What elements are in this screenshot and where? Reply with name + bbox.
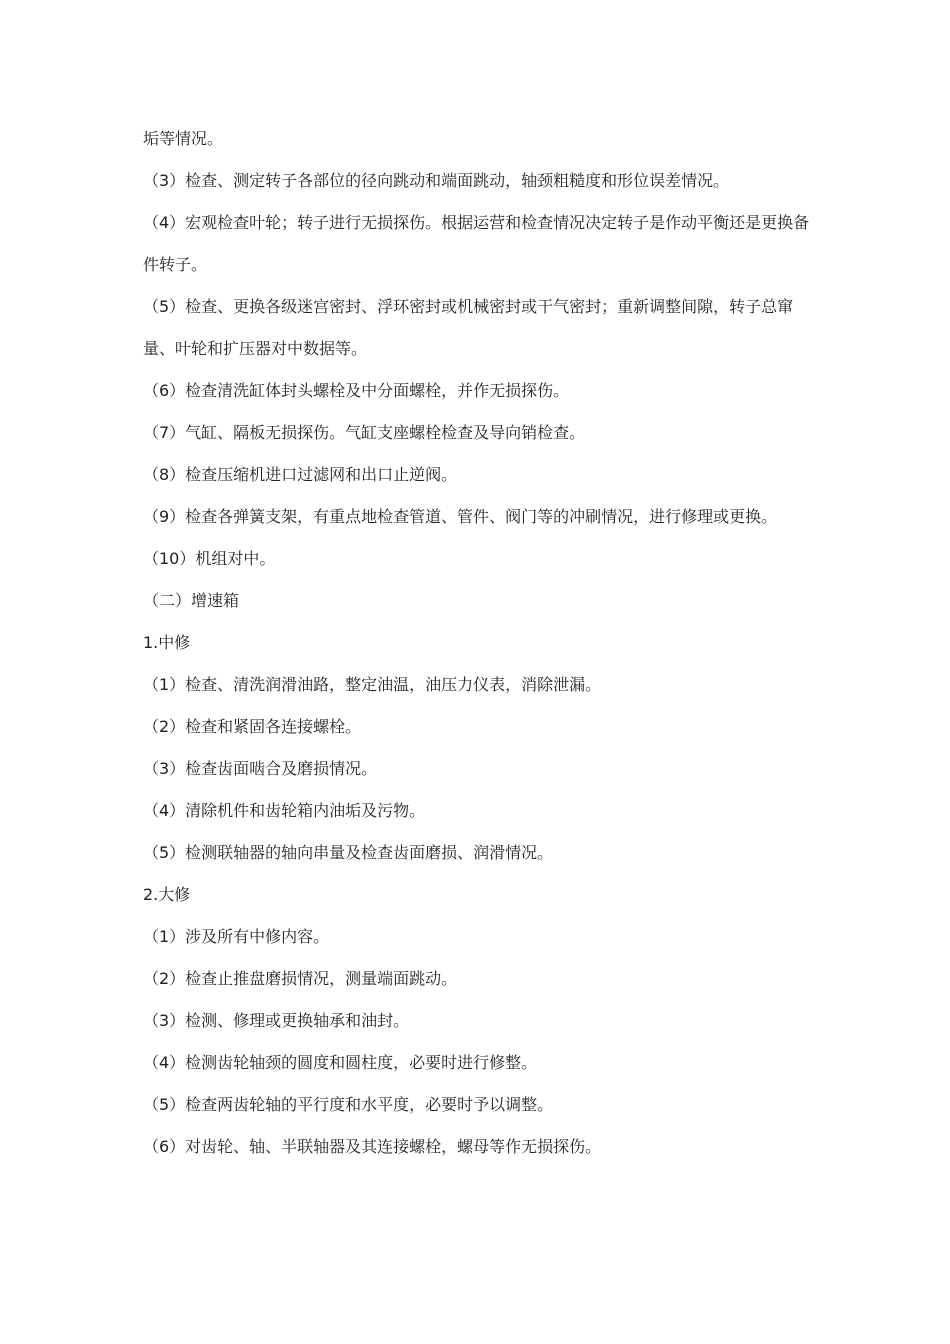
section-heading: （二）增速箱 bbox=[143, 591, 240, 610]
list-item: （2）检查和紧固各连接螺栓。 bbox=[143, 717, 362, 736]
list-item: （4）清除机件和齿轮箱内油垢及污物。 bbox=[143, 801, 426, 820]
list-item: （6）检查清洗缸体封头螺栓及中分面螺栓，并作无损探伤。 bbox=[143, 381, 570, 400]
list-item: （3）检测、修理或更换轴承和油封。 bbox=[143, 1011, 410, 1030]
list-item: （3）检查齿面啮合及磨损情况。 bbox=[143, 759, 378, 778]
list-item: （9）检查各弹簧支架，有重点地检查管道、管件、阀门等的冲刷情况，进行修理或更换。 bbox=[143, 507, 778, 526]
list-item: （4）宏观检查叶轮；转子进行无损探伤。根据运营和检查情况决定转子是作动平衡还是更换备件转子。 bbox=[143, 213, 810, 274]
list-item: （5）检测联轴器的轴向串量及检查齿面磨损、润滑情况。 bbox=[143, 843, 554, 862]
list-item: （2）检查止推盘磨损情况，测量端面跳动。 bbox=[143, 969, 458, 988]
list-item: （8）检查压缩机进口过滤网和出口止逆阀。 bbox=[143, 465, 458, 484]
list-item: （10）机组对中。 bbox=[143, 549, 276, 568]
subsection-heading: 2.大修 bbox=[143, 885, 191, 904]
list-item: （7）气缸、隔板无损探伤。气缸支座螺栓检查及导向销检查。 bbox=[143, 423, 586, 442]
list-item: （4）检测齿轮轴颈的圆度和圆柱度，必要时进行修整。 bbox=[143, 1053, 538, 1072]
list-item: （1）涉及所有中修内容。 bbox=[143, 927, 330, 946]
list-item: （5）检查两齿轮轴的平行度和水平度，必要时予以调整。 bbox=[143, 1095, 554, 1114]
list-item: （1）检查、清洗润滑油路，整定油温，油压力仪表，消除泄漏。 bbox=[143, 675, 602, 694]
document-body bbox=[143, 118, 813, 1168]
list-item: （5）检查、更换各级迷宫密封、浮环密封或机械密封或干气密封；重新调整间隙，转子总窜量、叶轮和扩压器对中数据等。 bbox=[143, 297, 794, 358]
list-item: （3）检查、测定转子各部位的径向跳动和端面跳动，轴颈粗糙度和形位误差情况。 bbox=[143, 171, 730, 190]
subsection-heading: 1.中修 bbox=[143, 633, 191, 652]
list-item: （6）对齿轮、轴、半联轴器及其连接螺栓，螺母等作无损探伤。 bbox=[143, 1137, 602, 1156]
paragraph-continuation: 垢等情况。 bbox=[143, 129, 224, 148]
